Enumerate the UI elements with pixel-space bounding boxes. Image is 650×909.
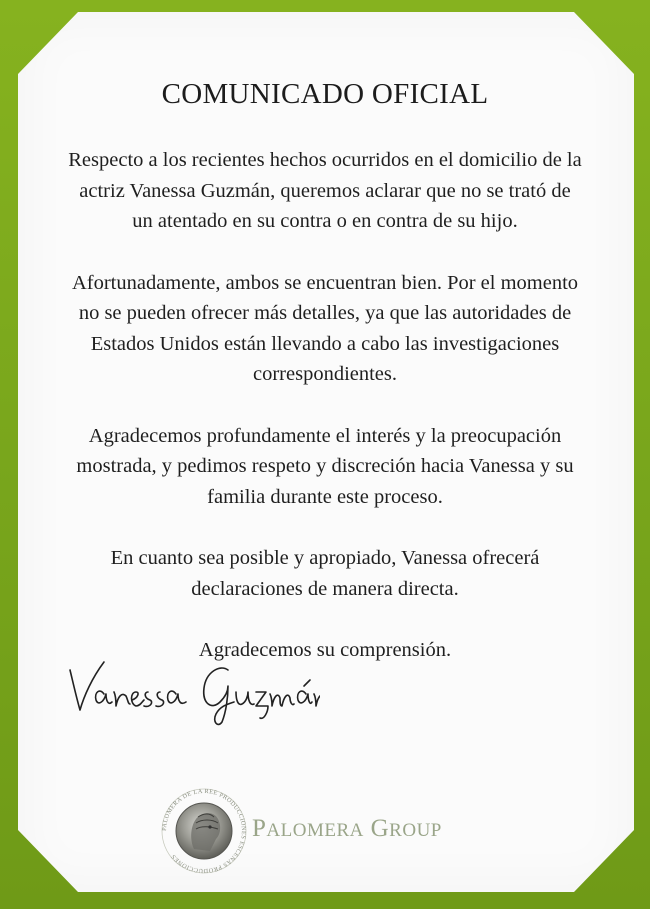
line: un atentado en su contra o en contra de su hijo. <box>132 210 518 232</box>
line: correspondientes. <box>252 363 398 385</box>
document-title: COMUNICADO OFICIAL <box>161 78 489 110</box>
paragraph-3 <box>40 421 610 513</box>
paragraph-4 <box>40 543 610 604</box>
line: mostrada, y pedimos respeto y discreción hacia Vanessa y su <box>76 455 574 477</box>
line: no se pueden ofrecer más detalles, ya que las autoridades de <box>78 302 572 324</box>
line: Agradecemos su comprensión. <box>198 639 452 661</box>
signature <box>60 648 320 728</box>
line: actriz Vanessa Guzmán, queremos aclarar que no se trató de <box>79 179 571 202</box>
line: En cuanto sea posible y apropiado, Vanessa ofrecerá <box>110 547 540 569</box>
brand-name: PALOMERA GROUP <box>252 815 442 842</box>
line: Respecto a los recientes hechos ocurridos en el domicilio de la <box>68 149 582 171</box>
paragraph-1 <box>40 145 610 237</box>
line: declaraciones de manera directa. <box>191 577 459 600</box>
paragraph-2 <box>40 268 610 390</box>
coin-seal-icon <box>160 787 248 875</box>
palomera-group-logo <box>160 787 480 877</box>
document-body <box>40 145 610 697</box>
seal-ring-text: PALOMERA DE LA REE PRODUCCIONES ESCENAS PRODUCCIONES <box>160 787 248 875</box>
line: Estados Unidos están llevando a cabo las investigaciones <box>90 332 560 355</box>
line: Agradecemos profundamente el interés y la preocupación <box>88 424 562 447</box>
line: Afortunadamente, ambos se encuentran bien. Por el momento <box>71 271 579 294</box>
line: familia durante este proceso. <box>207 485 443 508</box>
